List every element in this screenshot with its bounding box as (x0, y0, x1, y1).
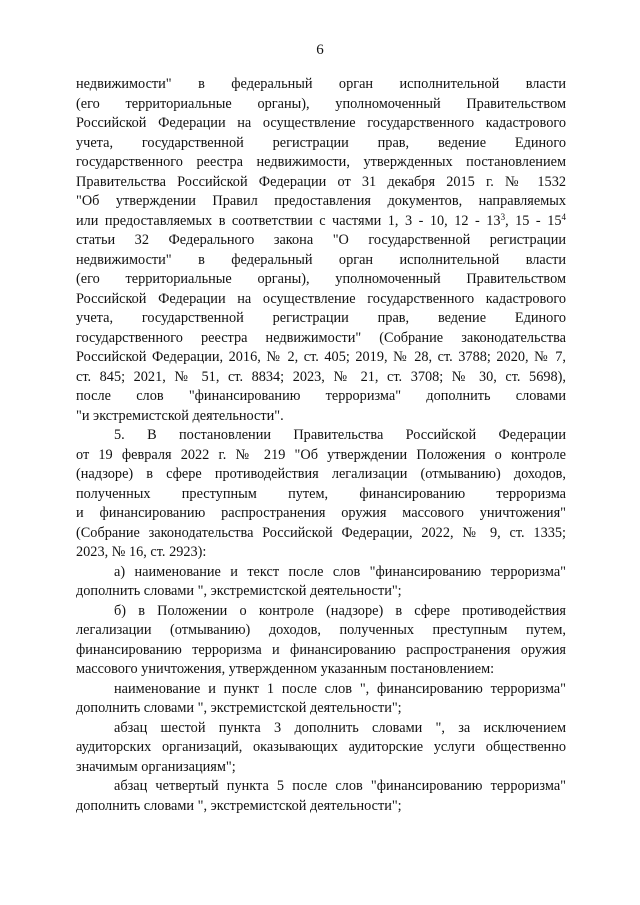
text-line-with-superscripts (76, 212, 566, 232)
text-line: государственного реестра недвижимости" (Собрание законодательства (76, 329, 566, 346)
paragraph-start: 5. В постановлении Правительства Российской Федерации (114, 427, 566, 443)
text-line: Российской Федерации, 2016, № 2, ст. 405; 2019, № 28, ст. 3788; 2020, № 7, (76, 349, 566, 365)
paragraph-start: б) в Положении о контроле (надзоре) в сфере противодействия (114, 602, 566, 619)
text-line: (надзоре) в сфере противодействия легализации (отмыванию) доходов, (76, 466, 566, 482)
text-line: финансированию терроризма и финансированию распространения оружия (76, 641, 566, 658)
text-segment: , 15 - 15 (505, 212, 562, 229)
text-line: "Об утверждении Правил предоставления документов, направляемых (76, 193, 566, 209)
text-line: аудиторских организаций, оказывающих аудиторские услуги общественно (76, 739, 566, 755)
text-line: учета, государственной регистрации прав, ведение Единого (76, 310, 566, 326)
text-line: легализации (отмыванию) доходов, полученных преступным путем, (76, 622, 566, 638)
paragraph-start: абзац шестой пункта 3 дополнить словами ", за исключением (114, 719, 566, 736)
text-line: полученных преступным путем, финансированию терроризма (76, 485, 566, 502)
text-line: "и экстремистской деятельности". (76, 407, 284, 424)
page-number: 6 (316, 42, 324, 58)
paragraph-start: а) наименование и текст после слов "финансированию терроризма" (114, 563, 566, 580)
text-line: ст. 845; 2021, № 51, ст. 8834; 2023, № 21, ст. 3708; № 30, ст. 5698), (76, 368, 566, 385)
text-line: 2023, № 16, ст. 2923): (76, 544, 207, 560)
text-line: дополнить словами ", экстремистской деятельности"; (76, 583, 402, 599)
text-line: после слов "финансированию терроризма" дополнить словами (76, 388, 566, 404)
text-line: и финансированию распространения оружия массового уничтожения" (76, 505, 566, 521)
paragraph-start: наименование и пункт 1 после слов ", финансированию терроризма" (114, 680, 566, 697)
text-line: значимым организациям"; (76, 758, 236, 775)
text-line: Российской Федерации на осуществление государственного кадастрового (76, 290, 566, 307)
text-line: недвижимости" в федеральный орган исполнительной власти (76, 251, 566, 268)
text-line: (его территориальные органы), уполномоченный Правительством (76, 95, 566, 112)
paragraph-start: абзац четвертый пункта 5 после слов "финансированию терроризма" (114, 778, 566, 794)
text-line: массового уничтожения, утвержденном указанным постановлением: (76, 661, 495, 677)
superscript: 3 (500, 211, 506, 222)
text-line: (его территориальные органы), уполномоченный Правительством (76, 271, 566, 287)
text-line: учета, государственной регистрации прав, ведение Единого (76, 134, 566, 151)
text-line: статьи 32 Федерального закона "О государственной регистрации (76, 232, 566, 248)
text-line: от 19 февраля 2022 г. № 219 "Об утверждении Положения о контроле (76, 446, 566, 463)
text-line: дополнить словами ", экстремистской деятельности"; (76, 797, 402, 814)
text-line: Российской Федерации на осуществление государственного кадастрового (76, 115, 566, 131)
text-line: дополнить словами ", экстремистской деятельности"; (76, 700, 402, 716)
text-line: недвижимости" в федеральный орган исполнительной власти (76, 76, 566, 92)
text-line: государственного реестра недвижимости, утвержденных постановлением (76, 154, 566, 170)
text-line: Правительства Российской Федерации от 31 декабря 2015 г. № 1532 (76, 173, 566, 190)
text-line: (Собрание законодательства Российской Федерации, 2022, № 9, ст. 1335; (76, 524, 566, 541)
text-segment: или предоставляемых в соответствии с частями 1, 3 - 10, 12 - 13 (76, 212, 501, 229)
superscript: 4 (561, 211, 566, 222)
document-body (76, 75, 566, 816)
